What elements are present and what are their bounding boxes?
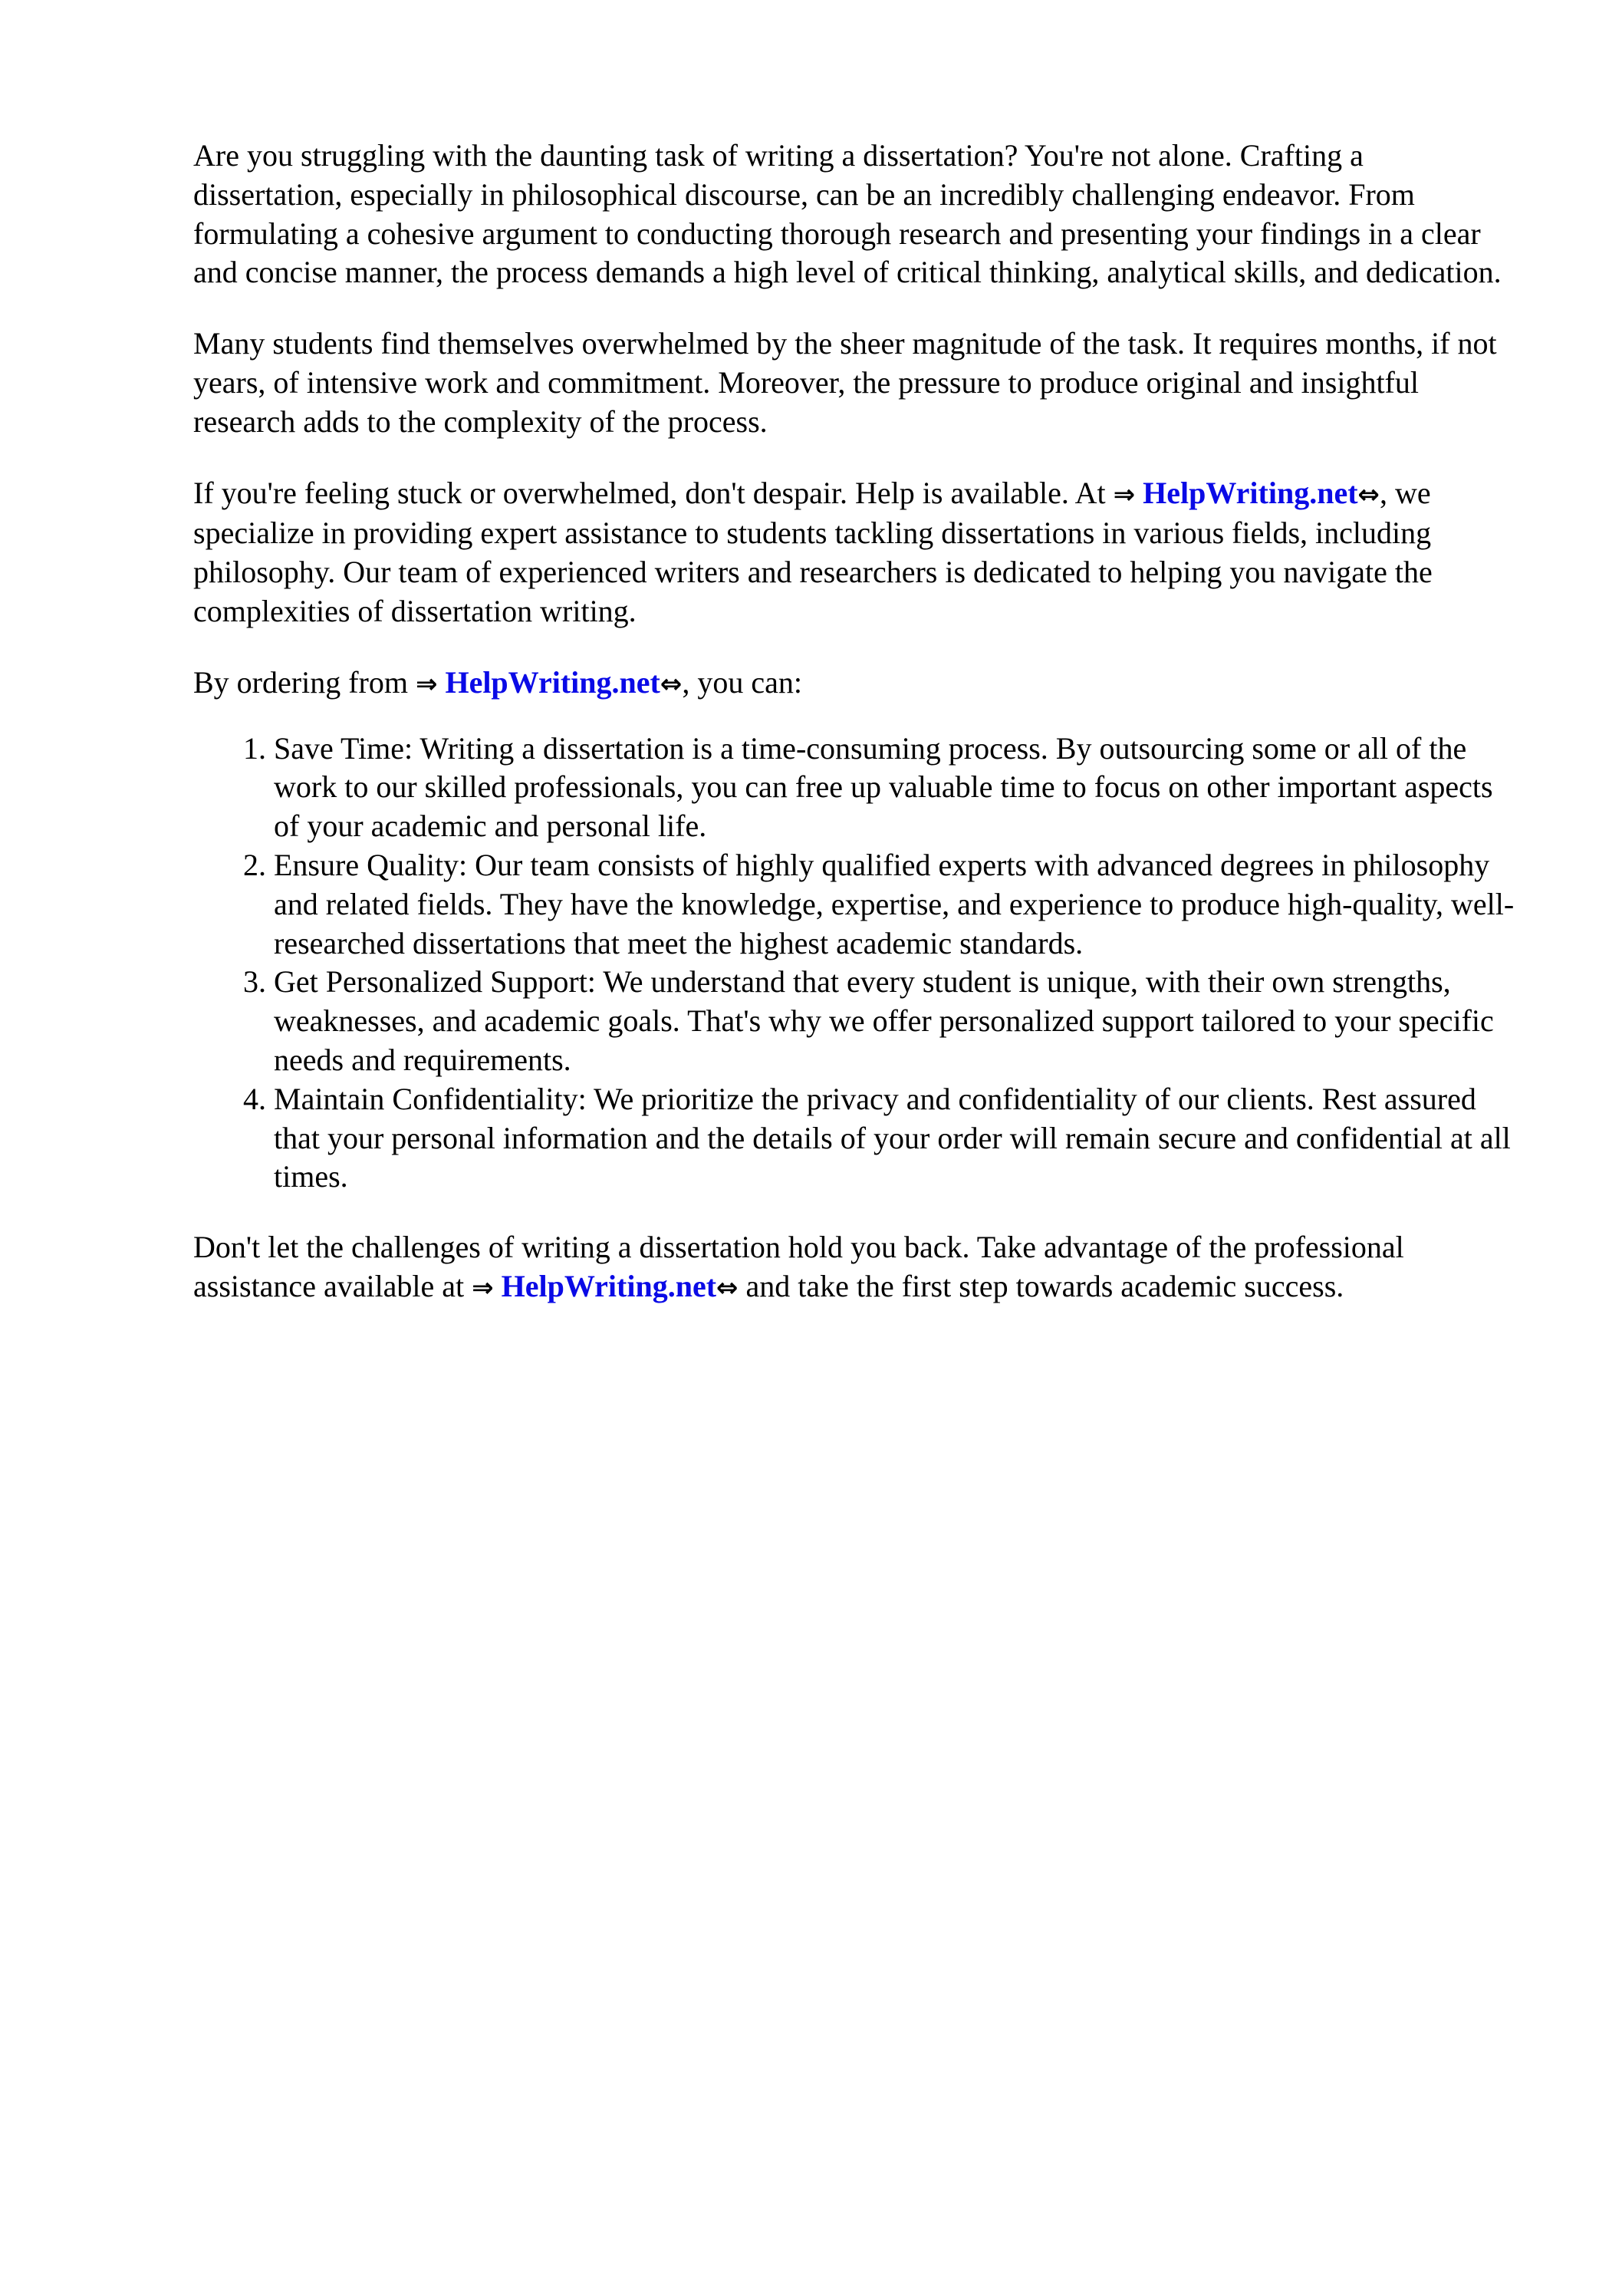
benefit-item-ensure-quality	[274, 846, 1518, 963]
help-paragraph	[193, 474, 1518, 631]
right-double-arrow-icon: ⇒	[415, 668, 438, 700]
closing-text-before: Don't let the challenges of writing a dissertation hold you back. Take advantage of the professional assistance available at	[193, 1230, 1404, 1303]
helpwriting-link[interactable]: HelpWriting.net	[501, 1268, 717, 1303]
intro-paragraph: Are you struggling with the daunting task of writing a dissertation? You're not alone. Crafting a dissertation, especially in philosophical discourse, can be an incredibly challenging endeavor. From formulating a cohesive argument to conducting thorough research and presenting your findings in a clear and concise manner, the process demands a high level of critical thinking, analytical skills, and dedication.	[193, 138, 1502, 290]
benefit-item-confidentiality	[274, 1080, 1518, 1197]
document-page	[193, 137, 1518, 1340]
left-right-double-arrow-icon: ⇔	[660, 668, 683, 700]
right-double-arrow-icon: ⇒	[472, 1272, 494, 1303]
closing-paragraph	[193, 1228, 1518, 1308]
benefits-list	[193, 730, 1518, 1197]
benefit-text: Get Personalized Support: We understand that every student is unique, with their own strengths, weaknesses, and academic goals. That's why we offer personalized support tailored to your specific needs and requirements.	[274, 964, 1494, 1077]
right-double-arrow-icon: ⇒	[1113, 479, 1136, 510]
benefit-item-personalized-support	[274, 963, 1518, 1079]
benefit-text: Maintain Confidentiality: We prioritize the privacy and confidentiality of our clients. Rest assured that your personal information and the details of your order will remain secure and confidential at all times.	[274, 1081, 1511, 1194]
helpwriting-link[interactable]: HelpWriting.net	[1143, 475, 1358, 510]
closing-text-after: and take the first step towards academic success.	[738, 1268, 1344, 1303]
benefit-text: Save Time: Writing a dissertation is a time-consuming process. By outsourcing some or all of the work to our skilled professionals, you can free up valuable time to focus on other important aspects of your academic and personal life.	[274, 730, 1493, 844]
help-text-after: , we specialize in providing expert assistance to students tackling dissertations in various fields, including philosophy. Our team of experienced writers and researchers is dedicated to helping you navigate the complexities of dissertation writing.	[193, 475, 1433, 628]
ordering-text-after: , you can:	[682, 664, 802, 700]
benefit-item-save-time	[274, 730, 1518, 846]
left-right-double-arrow-icon: ⇔	[1357, 479, 1380, 510]
benefit-text: Ensure Quality: Our team consists of highly qualified experts with advanced degrees in philosophy and related fields. They have the knowledge, expertise, and experience to produce high-quality, well-researched dissertations that meet the highest academic standards.	[274, 847, 1515, 960]
left-right-double-arrow-icon: ⇔	[716, 1272, 739, 1303]
ordering-paragraph	[193, 664, 1518, 704]
help-text-before: If you're feeling stuck or overwhelmed, don't despair. Help is available. At	[193, 475, 1114, 510]
ordering-text-before: By ordering from	[193, 664, 416, 700]
overwhelmed-paragraph: Many students find themselves overwhelmed by the sheer magnitude of the task. It requires months, if not years, of intensive work and commitment. Moreover, the pressure to produce original and insightful research adds to the complexity of the process.	[193, 326, 1497, 439]
helpwriting-link[interactable]: HelpWriting.net	[445, 664, 660, 700]
